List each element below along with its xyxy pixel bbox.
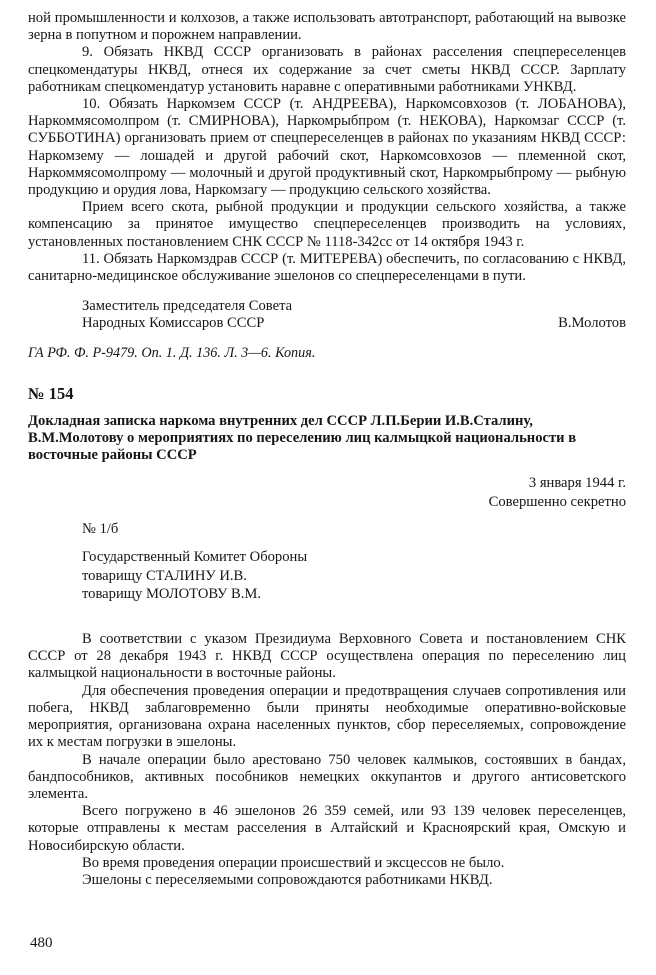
classification-stamp: Совершенно секретно [488,493,626,510]
addressee-line: товарищу СТАЛИНУ И.В. [82,567,247,584]
item-9: 9. Обязать НКВД СССР организовать в районах расселения спецпереселенцев спецкомендатуры НКВД, отнеся их содержание за счет сметы НКВД СССР. Зарплату работникам спецкомендатур установить наравне с оперативными работниками УНКВД. [28,44,626,95]
signature-name: В.Молотов [558,315,626,332]
signature-title-line1: Заместитель председателя Совета [82,298,293,315]
item-10-continued: Прием всего скота, рыбной продукции и продукции сельского хозяйства, а также компенсацию за принятое имущество спецпереселенцев производить на условиях, установленных постановлением СНК СССР № 1118-342сс от 14 октября 1943 г. [28,199,626,250]
document-heading: Докладная записка наркома внутренних дел СССР Л.П.Берии И.В.Сталину, В.М.Молотову о мероприятиях по переселению лиц калмыцкой национальности в восточные районы СССР [28,412,577,464]
signature-title-line2: Народных Комиссаров СССР [82,315,265,332]
date-block [28,474,626,511]
addressee-line: товарищу МОЛОТОВУ В.М. [82,585,261,602]
body-paragraph: Для обеспечения проведения операции и предотвращения случаев сопротивления или побега, НКВД заблаговременно были приняты необходимые оперативно-войсковые мероприятия, организована охрана населенных пунктов, сбор переселяемых, сопровождение их к местам погрузки в эшелоны. [28,682,626,751]
addressee-line: Государственный Комитет Обороны [82,549,308,566]
addressee-block [28,548,626,603]
outgoing-number: № 1/б [82,521,119,538]
body-paragraph: В начале операции было арестовано 750 человек калмыков, состоявших в бандах, бандпособников, активных пособников немецких оккупантов и другого антисоветского элемента. [28,751,626,802]
body-paragraph: Эшелоны с переселяемыми сопровождаются работниками НКВД. [82,871,493,888]
document-number: № 154 [28,383,74,403]
body-paragraph: Во время проведения операции происшествий и эксцессов не было. [82,854,505,871]
page-number: 480 [30,935,53,951]
item-11: 11. Обязать Наркомздрав СССР (т. МИТЕРЕВА) обеспечить, по согласованию с НКВД, санитарно-медицинское обслуживание эшелонов со спецпереселенцами в пути. [28,250,626,285]
signature-block [28,298,626,332]
continuation-paragraph: ной промышленности и колхозов, а также использовать автотранспорт, работающий на вывозке зерна в попутном и порожнем направлении. [28,10,626,44]
item-10: 10. Обязать Наркомзем СССР (т. АНДРЕЕВА), Наркомсовхозов (т. ЛОБАНОВА), Наркоммясомолпром (т. СМИРНОВА), Наркомрыбпром (т. НЕКОВА), Наркомзаг СССР (т. СУББОТИНА) организовать прием от спецпереселенцев в районах по указаниям НКВД СССР: Наркомзему — лошадей и другой рабочий скот, Наркомсовхозов — племенной скот, Наркоммясомолпрому — молочный и другой продуктивный скот, Наркомрыбпрому — рыбную продукцию и орудия лова, Наркомзагу — продукцию сельского хозяйства. [28,96,626,199]
document-page [28,10,626,889]
document-date: 3 января 1944 г. [528,475,626,492]
archive-source-reference: ГА РФ. Ф. Р-9479. Оп. 1. Д. 136. Л. 3—6. Копия. [28,344,316,361]
body-paragraph: Всего погружено в 46 эшелонов 26 359 семей, или 93 139 человек переселенцев, которые отправлены к местам расселения в Алтайский и Красноярский края, Омскую и Новосибирскую области. [28,803,626,854]
body-paragraph: В соответствии с указом Президиума Верховного Совета и постановлением СНК СССР от 28 декабря 1943 г. НКВД СССР осуществлена операция по переселению лиц калмыцкой национальности в восточные районы. [28,631,626,682]
